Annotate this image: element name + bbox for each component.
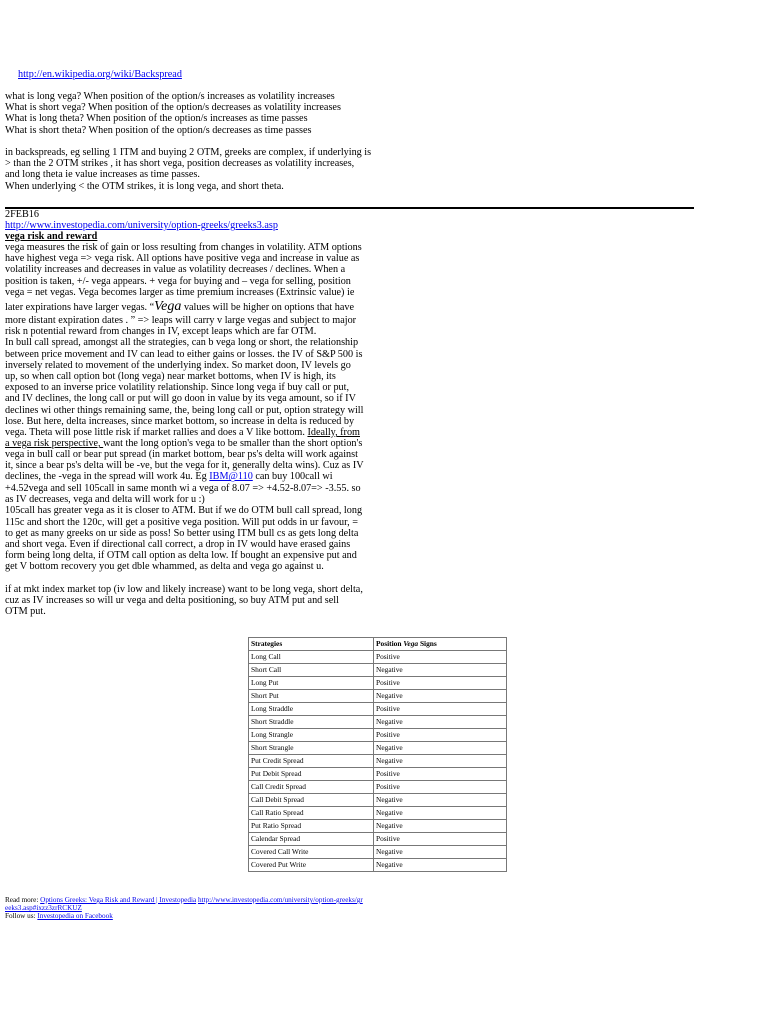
text-span: declines, the -vega in the spread will work 4u. Eg (5, 471, 210, 483)
table-row (249, 742, 507, 755)
vega-quote-pre: later expirations have larger vegas. “ (5, 302, 155, 313)
text-line: risk n potential reward from changes in IV, except leaps which are far OTM. (5, 326, 317, 338)
text-line: volatility increases and decreases in value as volatility decreases / declines. When a (5, 264, 346, 276)
table-row (249, 703, 507, 716)
vega-sign-cell: Negative (374, 716, 507, 729)
table-row (249, 846, 507, 859)
table-row (249, 820, 507, 833)
text-line: up, so when call option bot (long vega) near market bottoms, when IV is high, its (5, 371, 336, 382)
strategy-cell: Put Ratio Spread (249, 820, 374, 833)
text-line: OTM put. (5, 606, 46, 618)
definition-line: What is short theta? When position of the option/s decreases as time passes (5, 124, 312, 136)
text-line: and short vega. Even if directional call correct, a drop in IV would have erased gains (5, 539, 351, 550)
strategy-cell: Long Call (249, 651, 374, 664)
backspread-line: > than the 2 OTM strikes , it has short vega, position decreases as volatility increases, (5, 158, 355, 170)
vega-quote-line (5, 301, 354, 313)
strategy-cell: Short Strangle (249, 742, 374, 755)
backspread-line: in backspreads, eg selling 1 ITM and buying 2 OTM, greeks are complex, if underlying is (5, 147, 372, 158)
table-row (249, 651, 507, 664)
strategy-cell: Covered Put Write (249, 859, 374, 872)
investopedia-greeks-link[interactable]: http://www.investopedia.com/university/option-greeks/greeks3.asp (5, 220, 278, 231)
follow-label: Follow us: (5, 912, 38, 921)
position-vega-signs-table (248, 637, 507, 872)
vega-quote-post: values will be higher on options that have (181, 302, 354, 313)
vega-sign-cell: Negative (374, 794, 507, 807)
vega-sign-cell: Positive (374, 703, 507, 716)
text-line: cuz as IV increases so will ur vega and delta positioning, so buy ATM put and sell (5, 595, 339, 607)
table-row (249, 794, 507, 807)
text-line: inversely related to movement of the underlying index. So market doon, IV levels go (5, 359, 351, 371)
theta-line (5, 427, 360, 438)
vega-sign-cell: Positive (374, 768, 507, 781)
definition-line: What is short vega? When position of the option/s decreases as volatility increases (5, 102, 341, 114)
text-line: In bull call spread, amongst all the strategies, can b vega long or short, the relationship (5, 337, 359, 349)
follow-line (5, 912, 365, 920)
text-line: as IV decreases, vega and delta will work for u :) (5, 494, 205, 506)
text-line: 115c and short the 120c, will get a positive vega position. Will put odds in ur favour, = (5, 516, 358, 528)
strategy-cell: Covered Call Write (249, 846, 374, 859)
text-line: vega = net vegas. Vega becomes larger as time premium increases (Extrinsic value) ie (5, 286, 355, 298)
read-more-url-link[interactable]: http://www.investopedia.com/university/option-greeks/greeks3.asp#ixzz3zrRCKUZ (5, 896, 363, 913)
theta-line-text: vega. Theta will pose little risk if market rallies and does a V like bottom. (5, 427, 308, 438)
strategy-cell: Short Put (249, 690, 374, 703)
text-line: between price movement and IV can lead to either gains or losses. the IV of S&P 500 is (5, 348, 363, 360)
strategy-cell: Calendar Spread (249, 833, 374, 846)
strategy-cell: Put Debit Spread (249, 768, 374, 781)
vega-sign-cell: Positive (374, 677, 507, 690)
footer (5, 896, 365, 921)
read-more-line (5, 896, 365, 912)
vega-sign-cell: Negative (374, 690, 507, 703)
vega-sign-cell: Positive (374, 781, 507, 794)
section-heading: vega risk and reward (5, 231, 98, 242)
strategy-cell: Call Debit Spread (249, 794, 374, 807)
text-line: position is taken, +/- vega appears. + vega for buying and – vega for selling, position (5, 275, 351, 287)
backspread-line: When underlying < the OTM strikes, it is long vega, and short theta. (5, 180, 284, 192)
strategy-cell: Long Strangle (249, 729, 374, 742)
table-row (249, 807, 507, 820)
table-header-row (249, 638, 507, 651)
table-row (249, 755, 507, 768)
text-line: to get as many greeks on ur side as poss! So better using ITM bull cs as gets long delta (5, 527, 359, 539)
table-row (249, 716, 507, 729)
definition-line: What is long theta? When position of the option/s increases as time passes (5, 113, 308, 125)
strategy-cell: Short Straddle (249, 716, 374, 729)
strategy-cell: Call Credit Spread (249, 781, 374, 794)
text-line: form being long delta, if OTM call option as delta low. If bought an expensive put and (5, 550, 357, 562)
text-line: 105call has greater vega as it is closer to ATM. But if we do OTM bull call spread, long (5, 505, 363, 517)
risk-perspective-text: want the long option's vega to be smaller than the short option's (103, 438, 363, 449)
vega-sign-cell: Negative (374, 755, 507, 768)
vega-sign-cell: Positive (374, 729, 507, 742)
table-row (249, 677, 507, 690)
vega-word: Vega (154, 299, 182, 314)
ideally-underlined: Ideally, from (307, 427, 360, 438)
text-line: have highest vega => vega risk. All options have positive vega and increase in value as (5, 253, 360, 265)
header-position-vega-signs: Position Vega Signs (374, 638, 507, 651)
vega-sign-cell: Negative (374, 859, 507, 872)
read-more-label: Read more: (5, 896, 41, 904)
strategy-cell: Put Credit Spread (249, 755, 374, 768)
text-line: exposed to an inverse price volatility relationship. Since long vega if buy call or put, (5, 382, 350, 394)
definition-line: what is long vega? When position of the option/s increases as volatility increases (5, 91, 335, 102)
text-line: get V bottom recovery you get dble whammed, as delta and vega go against u. (5, 561, 324, 573)
strategy-cell: Long Put (249, 677, 374, 690)
text-span: can buy 100call wi (252, 471, 333, 483)
header-strategies: Strategies (249, 638, 374, 651)
table-row (249, 859, 507, 872)
backspread-line: and long theta ie value increases as time passes. (5, 169, 200, 181)
table-row (249, 664, 507, 677)
horizontal-rule (5, 207, 694, 209)
wikipedia-backspread-link[interactable]: http://en.wikipedia.org/wiki/Backspread (18, 69, 182, 80)
ibm-link[interactable]: IBM@110 (209, 471, 253, 483)
table-row (249, 729, 507, 742)
text-line: it, since a bear ps's delta will be -ve, but the vega for it, generally delta wins). Cuz as IV (5, 460, 364, 472)
table-row (249, 833, 507, 846)
text-line: declines wi other things remaining same, the, being long call or put, option strategy will (5, 404, 364, 416)
text-line: lose. But here, delta increases, since market bottom, so increase in delta is reduced by (5, 415, 355, 427)
text-line: +4.52vega and sell 105call in same month wi a vega of 8.07 => +4.52-8.07=> -3.55. so (5, 483, 361, 494)
table-row (249, 768, 507, 781)
text-line: if at mkt index market top (iv low and likely increase) want to be long vega, short delta, (5, 584, 363, 595)
vega-sign-cell: Positive (374, 833, 507, 846)
strategy-cell: Call Ratio Spread (249, 807, 374, 820)
text-line: vega in bull call or bear put spread (in market bottom, bear ps's delta will work against (5, 449, 358, 460)
text-line (5, 471, 333, 482)
text-line: more distant expiration dates . ” => leaps will carry v large vegas and subject to major (5, 315, 357, 326)
risk-perspective-line (5, 438, 362, 449)
facebook-link[interactable]: Investopedia on Facebook (37, 912, 113, 921)
strategy-cell: Long Straddle (249, 703, 374, 716)
table-row (249, 690, 507, 703)
vega-sign-cell: Negative (374, 807, 507, 820)
text-line: vega measures the risk of gain or loss resulting from changes in volatility. ATM options (5, 242, 362, 253)
table-row (249, 781, 507, 794)
risk-perspective-underlined: a vega risk perspective, (5, 438, 104, 449)
vega-sign-cell: Negative (374, 846, 507, 859)
strategy-cell: Short Call (249, 664, 374, 677)
section-date: 2FEB16 (5, 209, 39, 220)
read-more-article-link[interactable]: Options Greeks: Vega Risk and Reward | Investopedia (40, 896, 197, 904)
vega-sign-cell: Negative (374, 742, 507, 755)
vega-sign-cell: Negative (374, 664, 507, 677)
text-line: and IV declines, the long call or put will go doon in value by its vega amount, so if IV (5, 393, 356, 405)
vega-sign-cell: Positive (374, 651, 507, 664)
vega-sign-cell: Negative (374, 820, 507, 833)
